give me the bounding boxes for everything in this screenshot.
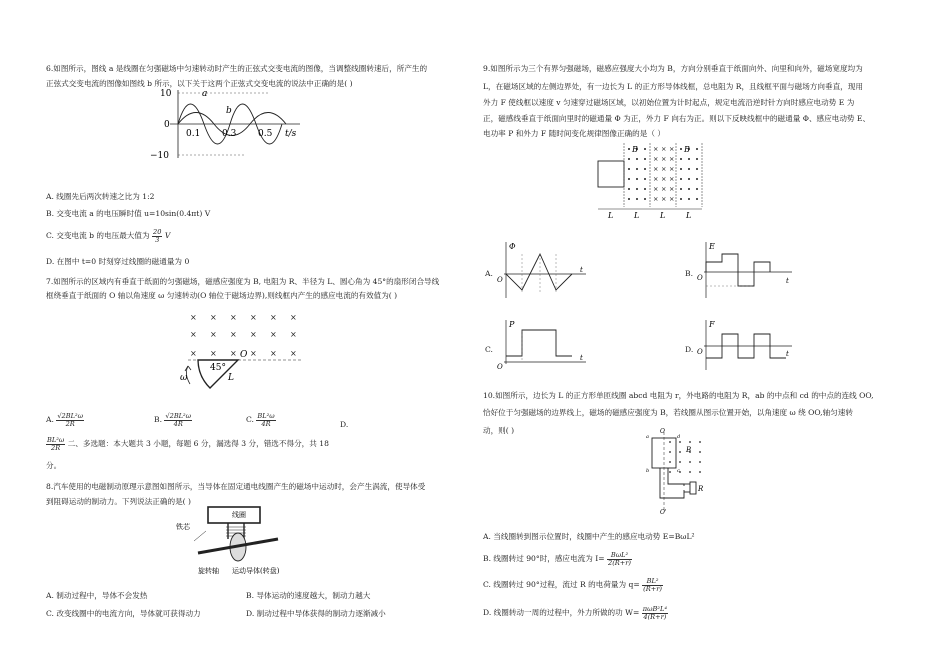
svg-text:×: × [653, 195, 659, 203]
q7-option-b [154, 413, 192, 427]
q10-option-c [483, 578, 663, 592]
svg-text:×: × [661, 185, 667, 193]
svg-text:×: × [669, 145, 675, 153]
q10-b: B [686, 446, 692, 454]
svg-text:×: × [661, 175, 667, 183]
q7-a-fraction [56, 413, 84, 427]
q8-option-c: C. 改变线圈中的电流方向，导体就可获得动力 [46, 609, 201, 618]
q9-stem-line1: 9.如图所示为三个有界匀强磁场，磁感应强度大小均为 B，方向分别垂直于纸面向外、向里和向外，磁场宽度均为 [483, 64, 863, 73]
q7-sector-figure [180, 308, 310, 388]
q6-y-top: 10 [160, 89, 172, 99]
svg-text:×: × [270, 313, 277, 322]
q8-brake-figure [168, 505, 288, 577]
q10-c: c [677, 468, 680, 474]
q10-b-fraction [607, 552, 632, 566]
q10-r: R [698, 485, 704, 493]
q9-l3: L [660, 211, 666, 220]
q7-d-fraction [46, 437, 65, 451]
q9-graph-d-label: D. [685, 345, 694, 354]
q10-stem-line2: 恰好位于匀强磁场的边界线上，磁场的磁感应强度为 B，若线圈从图示位置开始，以角速度 ω 绕 OO,轴匀速转 [483, 408, 853, 417]
svg-text:×: × [669, 155, 675, 163]
svg-text:×: × [210, 349, 217, 358]
q10-a: a [646, 434, 649, 440]
q6-x1: 0.1 [186, 129, 201, 139]
q6-option-a: A. 线圈先后两次转速之比为 1:2 [46, 192, 155, 201]
q8-coil-label: 线圈 [232, 511, 246, 519]
q7-option-d-label: D. [340, 420, 349, 429]
q10-b-text: B. 线圈转过 90°时，感应电流为 I= [483, 554, 605, 564]
svg-text:×: × [210, 330, 217, 339]
q7-b-num: √2BL²ω [165, 412, 192, 420]
svg-text:×: × [210, 313, 217, 322]
q6-c-den: 3 [155, 235, 160, 244]
q9-c-t: t [580, 354, 583, 362]
svg-text:×: × [250, 313, 257, 322]
q9-stem-line3: 外力 F 使线框以速度 v 匀速穿过磁场区域，以初始位置为计时起点，规定电流沿逆时针方向时感应电动势 E 为 [483, 98, 855, 107]
q6-curve-b: b [226, 106, 232, 116]
q9-d-o: O [697, 348, 703, 356]
section-2-heading: 二、多选题：本大题共 3 小题，每题 6 分，漏选得 3 分，错选不得分，共 18 [67, 439, 329, 449]
q7-omega: ω [180, 373, 188, 383]
q10-stem-line3: 动，则( ) [483, 426, 515, 435]
svg-text:×: × [250, 330, 257, 339]
q9-b1: B [632, 145, 638, 154]
q10-c-num: BL² [642, 578, 663, 586]
q9-l1: L [608, 211, 614, 220]
q6-x-unit: t/s [285, 129, 297, 139]
svg-text:×: × [653, 185, 659, 193]
q10-option-b [483, 552, 632, 566]
svg-text:×: × [290, 330, 297, 339]
q7-d-den: 2R [51, 443, 61, 452]
q9-a-o: O [497, 276, 503, 284]
q7-stem-line1: 7.如图所示的区域内有垂直于纸面的匀强磁场，磁感应强度为 B, 电阻为 R、半径为 L、圆心角为 45°的扇形闭合导线 [46, 277, 440, 286]
q9-stem-line5: 电功率 P 和外力 F 随时间变化规律图像正确的是（ ） [483, 129, 665, 138]
q10-o-bottom: O' [660, 509, 667, 516]
q6-y-zero: 0 [164, 120, 170, 130]
svg-text:×: × [230, 349, 237, 358]
q9-b-axis: E [709, 242, 715, 251]
q9-graph-c [496, 318, 588, 370]
q6-c-num: 20 [153, 228, 162, 236]
q9-b-t: t [786, 277, 789, 285]
q9-c-axis: P [509, 320, 515, 329]
svg-text:×: × [230, 330, 237, 339]
q9-graph-b [696, 240, 796, 300]
q7-stem-line2: 框绕垂直于纸面的 O 轴以角速度 ω 匀速转动(O 轴位于磁场边界),则线框内产生的感应电流的有效值为( ) [46, 291, 398, 300]
q9-a-t: t [580, 266, 583, 274]
q7-b-den: 4R [173, 419, 183, 428]
q6-x3: 0.3 [222, 129, 237, 139]
q8-stem-line2: 到阻碍运动的制动力。下列说法正确的是( ) [46, 497, 192, 506]
q7-option-c [246, 413, 276, 427]
q10-d-fraction [642, 606, 668, 620]
q7-option-d-and-section [46, 437, 329, 451]
q8-option-d: D. 制动过程中导体获得的制动力逐渐减小 [246, 609, 386, 618]
q6-option-d: D. 在图中 t=0 时刻穿过线圈的磁通量为 0 [46, 257, 190, 266]
q9-stem-line2: L，在磁场区域的左侧边界处，有一边长为 L 的正方形导体线框，总电阻为 R，且线框平面与磁场方向垂直，现用 [483, 82, 863, 91]
q6-option-c-fraction [152, 229, 162, 243]
svg-text:×: × [290, 313, 297, 322]
q9-a-axis: Φ [509, 242, 516, 251]
q7-a-num: √2BL²ω [57, 412, 83, 420]
q7-l: L [228, 373, 234, 383]
svg-text:×: × [661, 165, 667, 173]
svg-text:×: × [661, 195, 667, 203]
q7-o: O [240, 350, 248, 360]
q7-c-label: C. [246, 415, 254, 425]
q10-b-num: BωL² [607, 552, 632, 560]
q10-option-d [483, 606, 668, 620]
q8-option-b: B. 导体运动的速度越大，制动力越大 [246, 591, 371, 600]
q7-option-a [46, 413, 84, 427]
q9-graph-a-label: A. [485, 269, 493, 278]
svg-text:×: × [190, 330, 197, 339]
q7-angle: 45° [210, 363, 226, 373]
svg-text:×: × [230, 313, 237, 322]
svg-text:×: × [653, 175, 659, 183]
svg-text:×: × [669, 165, 675, 173]
q9-b-o: O [697, 274, 703, 282]
svg-text:×: × [653, 145, 659, 153]
q10-d: d [677, 434, 681, 440]
q9-c-o: O [497, 363, 503, 371]
q9-b2: B [684, 145, 690, 154]
svg-text:×: × [270, 349, 277, 358]
q9-stem-line4: 正，磁感线垂直于纸面向里时的磁通量 Φ 为正，外力 F 向右为正。则以下反映线框中的磁通量 Φ、感应电动势 E、 [483, 114, 871, 123]
svg-text:×: × [250, 349, 257, 358]
section-2-heading-end: 分。 [46, 461, 62, 470]
q9-graph-d [696, 318, 796, 372]
q9-graph-b-label: B. [685, 269, 693, 278]
q9-d-axis: F [709, 320, 715, 329]
q10-d-num: πωB²L⁴ [642, 605, 667, 613]
q8-option-a: A. 制动过程中，导体不会发热 [46, 591, 148, 600]
q9-graph-a [496, 240, 588, 300]
q6-curve-a: a [202, 89, 208, 99]
q6-sine-graph [150, 86, 310, 166]
q6-option-b: B. 交变电流 a 的电压瞬时值 u=10sin(0.4πt) V [46, 209, 211, 218]
q10-c-den: (R+r) [643, 584, 662, 593]
q10-o-top: O [660, 428, 665, 435]
q10-coil-figure [640, 428, 714, 514]
q7-c-den: 4R [261, 419, 271, 428]
q8-disk-label: 运动导体(转盘) [232, 567, 280, 575]
svg-text:×: × [661, 155, 667, 163]
q10-c-text: C. 线圈转过 90°过程，流过 R 的电荷量为 q= [483, 580, 640, 590]
q10-c-fraction [642, 578, 663, 592]
q10-b-point: b [646, 468, 650, 474]
q9-d-t: t [786, 350, 789, 358]
svg-text:×: × [669, 185, 675, 193]
q7-c-fraction [256, 413, 275, 427]
q10-stem-line1: 10.如图所示，边长为 L 的正方形单匝线圈 abcd 电阻为 r，外电路的电阻为 R，ab 的中点和 cd 的中点的连线 OO, [483, 391, 874, 400]
svg-text:×: × [653, 165, 659, 173]
q8-stem-line1: 8.汽车使用的电磁制动原理示意图如图所示，当导体在固定通电线圈产生的磁场中运动时，会产生涡流，使导体受 [46, 482, 426, 491]
svg-text:×: × [661, 145, 667, 153]
q6-option-c [46, 229, 170, 243]
q6-option-c-text: C. 交变电流 b 的电压最大值为 [46, 231, 150, 241]
q7-d-num: BL²ω [47, 436, 65, 444]
q7-b-label: B. [154, 415, 162, 425]
q6-x5: 0.5 [258, 129, 273, 139]
q10-d-text: D. 线圈转动一周的过程中，外力所做的功 W= [483, 608, 640, 618]
q7-b-fraction [164, 413, 192, 427]
q9-field-figure [596, 141, 708, 221]
q10-b-den: 2(R+r) [608, 558, 631, 567]
q9-graph-c-label: C. [485, 345, 493, 354]
q10-d-den: 4(R+r) [643, 612, 667, 621]
q6-stem-line1: 6.如图所示，图线 a 是线圈在匀强磁场中匀速转动时产生的正弦式交变电流的图像，当调整线圈转速后，所产生的 [46, 64, 428, 73]
q10-option-a: A. 当线圈转到图示位置时，线圈中产生的感应电动势 E=BωL² [483, 532, 695, 541]
svg-text:×: × [270, 330, 277, 339]
q7-c-num: BL²ω [257, 412, 275, 420]
svg-text:×: × [290, 349, 297, 358]
svg-text:×: × [653, 155, 659, 163]
q8-axle-label: 旋转轴 [198, 567, 219, 575]
svg-text:×: × [669, 175, 675, 183]
svg-text:×: × [669, 195, 675, 203]
q7-a-den: 2R [65, 419, 75, 428]
svg-text:×: × [190, 313, 197, 322]
q9-l4: L [686, 211, 692, 220]
q7-a-label: A. [46, 415, 54, 425]
q6-y-bottom: −10 [150, 151, 169, 161]
q6-option-c-unit: V [164, 231, 171, 241]
q6-stem-line2: 正弦式交变电流的图像如图线 b 所示，以下关于这两个正弦式交变电流的说法中正确的是( ) [46, 79, 353, 88]
svg-text:×: × [190, 349, 197, 358]
q9-l2: L [634, 211, 640, 220]
q8-core-label: 铁芯 [176, 523, 190, 531]
